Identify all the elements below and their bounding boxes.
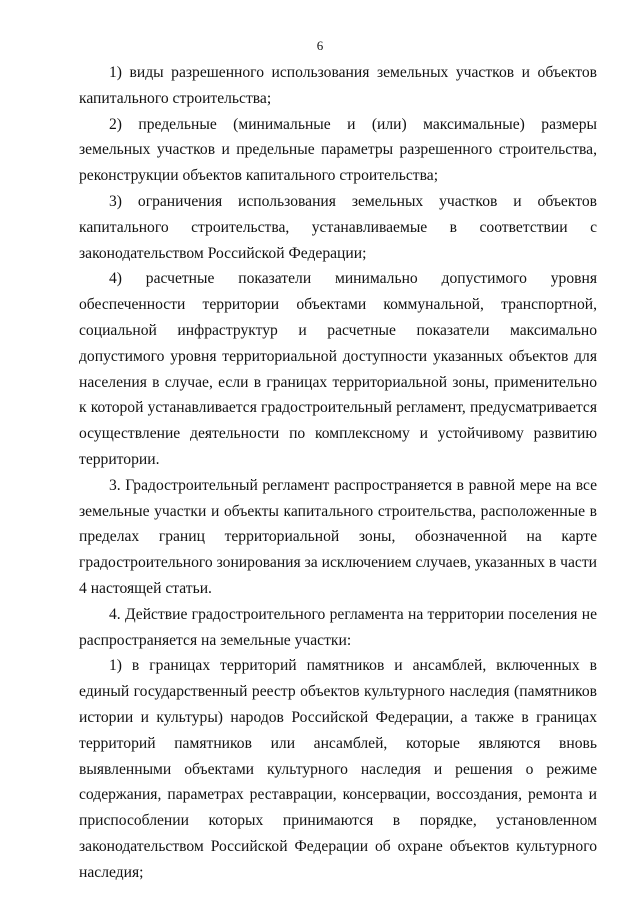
paragraph-item-1-land-use-types: 1) виды разрешенного использования земельных участков и объектов капитального строительства; <box>79 64 597 107</box>
document-body <box>79 60 597 886</box>
paragraph-exception-1-heritage: 1) в границах территорий памятников и ансамблей, включенных в единый государственный реестр объектов культурного наследия (памятников истории и культуры) народов Российской Федерации, а также в границах территорий памятников или ансамблей, которые являются вновь выявленными объектами культурного наследия и решения о режиме содержания, параметрах реставрации, консервации, воссоздания, ремонта и приспособлении которых принимаются в порядке, установленном законодательством Российской Федерации об охране объектов культурного наследия; <box>79 657 597 881</box>
paragraph-item-2-size-limits: 2) предельные (минимальные и (или) максимальные) размеры земельных участков и предельные параметры разрешенного строительства, реконструкции объектов капитального строительства; <box>79 115 597 185</box>
paragraph-item-3-restrictions: 3) ограничения использования земельных участков и объектов капитального строительства, устанавливаемые в соответствии с законодательством Российской Федерации; <box>79 192 597 262</box>
paragraph-item-4-calculated-indicators: 4) расчетные показатели минимально допустимого уровня обеспеченности территории объектами коммунальной, транспортной, социальной инфраструктур и расчетные показатели максимально допустимого уровня территориальной доступности указанных объектов для населения в случае, если в границах территориальной зоны, применительно к которой устанавливается градостроительный регламент, предусматривается осуществление деятельности по комплексному и устойчивому развитию территории. <box>79 270 597 468</box>
paragraph-part-4-exceptions-intro: 4. Действие градостроительного регламента на территории поселения не распространяется на земельные участки: <box>79 605 597 649</box>
paragraph-part-3-regulation-scope: 3. Градостроительный регламент распространяется в равной мере на все земельные участки и объекты капитального строительства, расположенные в пределах границ территориальной зоны, обозначенной на карте градостроительного зонирования за исключением случаев, указанных в части 4 настоящей статьи. <box>79 476 597 597</box>
page-number: 6 <box>316 38 324 53</box>
